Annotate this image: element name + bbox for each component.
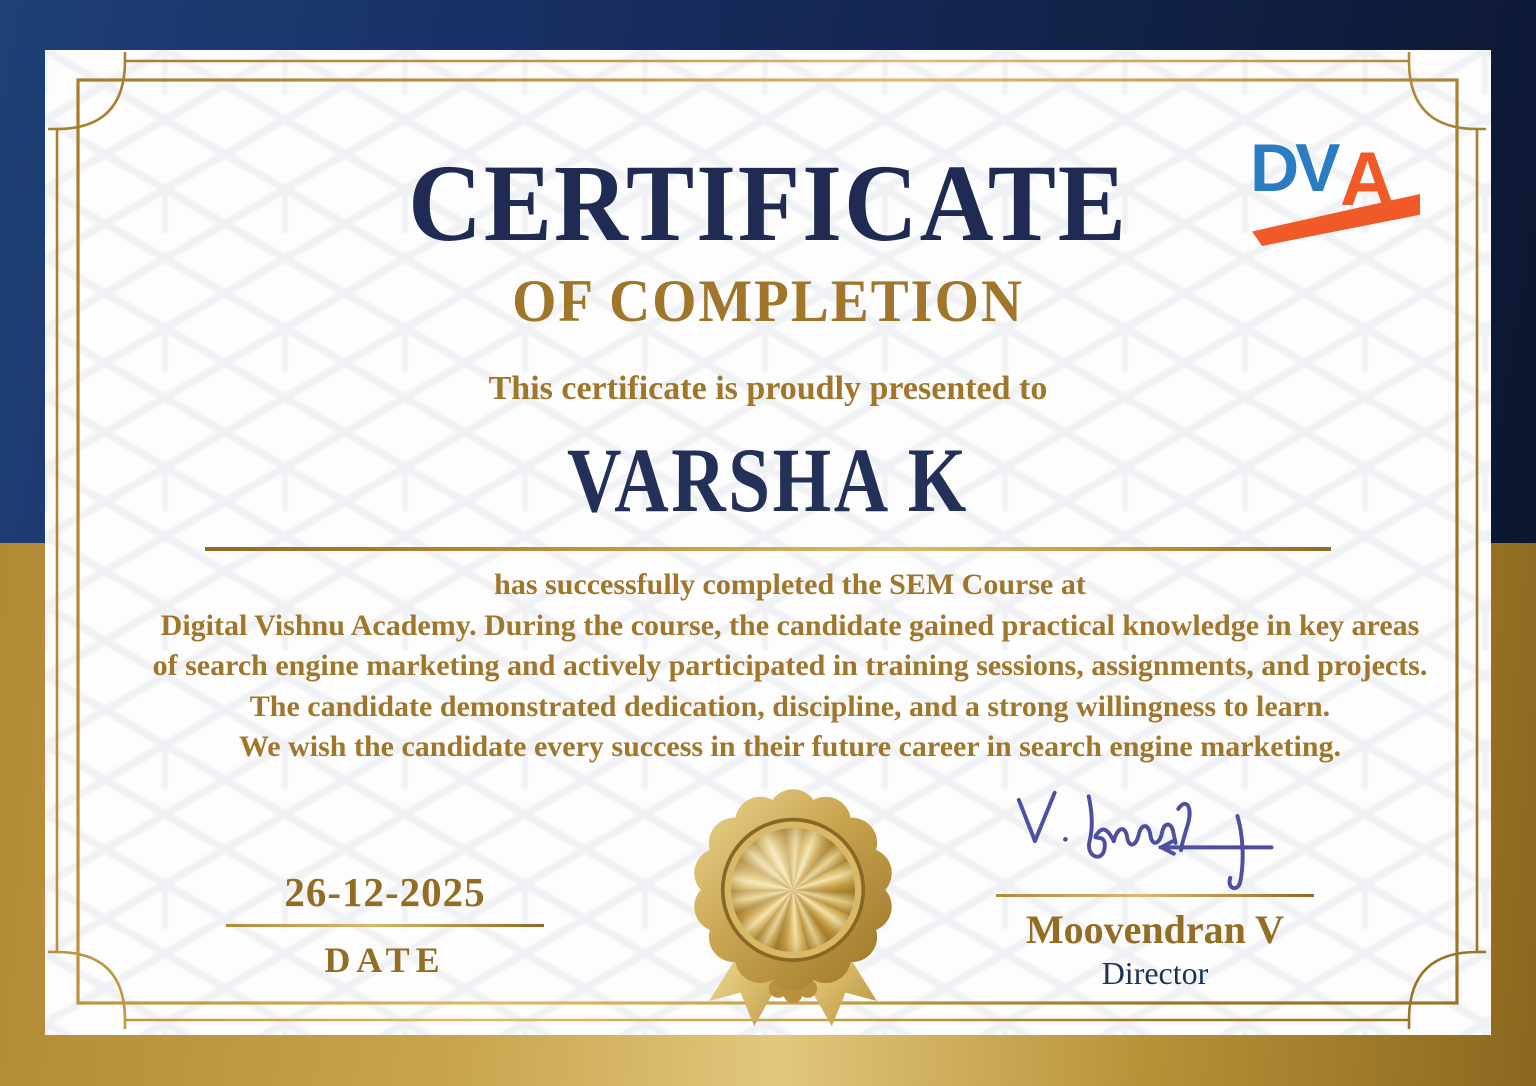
body-line: The candidate demonstrated dedication, discipline, and a strong willingness to learn.: [249, 689, 1331, 723]
logo-letters-dv: DV: [1250, 130, 1337, 206]
body-line: We wish the candidate every success in their future career in search engine marketing.: [238, 730, 1342, 763]
presented-line: This certificate is proudly presented to: [488, 370, 1048, 407]
logo-letter-a: A: [1340, 137, 1395, 222]
signer-title: Director: [1101, 955, 1209, 991]
certificate-sheet: [45, 50, 1491, 1035]
body-line: has successfully completed the SEM Course at: [494, 568, 1086, 601]
date-underline: [226, 924, 544, 927]
signature-image: [985, 782, 1325, 894]
body-line: Digital Vishnu Academy. During the course, the candidate gained practical knowledge in key areas: [160, 608, 1420, 642]
certificate-title: CERTIFICATE: [408, 142, 1128, 264]
date-label: DATE: [324, 940, 446, 980]
signature-underline: [996, 894, 1314, 897]
signer-name: Moovendran V: [1025, 907, 1285, 952]
certificate-subtitle: OF COMPLETION: [512, 268, 1024, 334]
signature-block: [975, 782, 1335, 992]
gold-medal-seal: [688, 785, 898, 1043]
medal-disc: [731, 828, 855, 952]
date-block: [205, 868, 565, 981]
recipient-name: VARSHA K: [567, 429, 969, 531]
body-line: of search engine marketing and actively participated in training sessions, assignments, and projects.: [152, 649, 1428, 682]
date-value: 26-12-2025: [284, 869, 486, 915]
body-text: [67, 565, 1513, 768]
name-divider-line: [205, 547, 1331, 551]
